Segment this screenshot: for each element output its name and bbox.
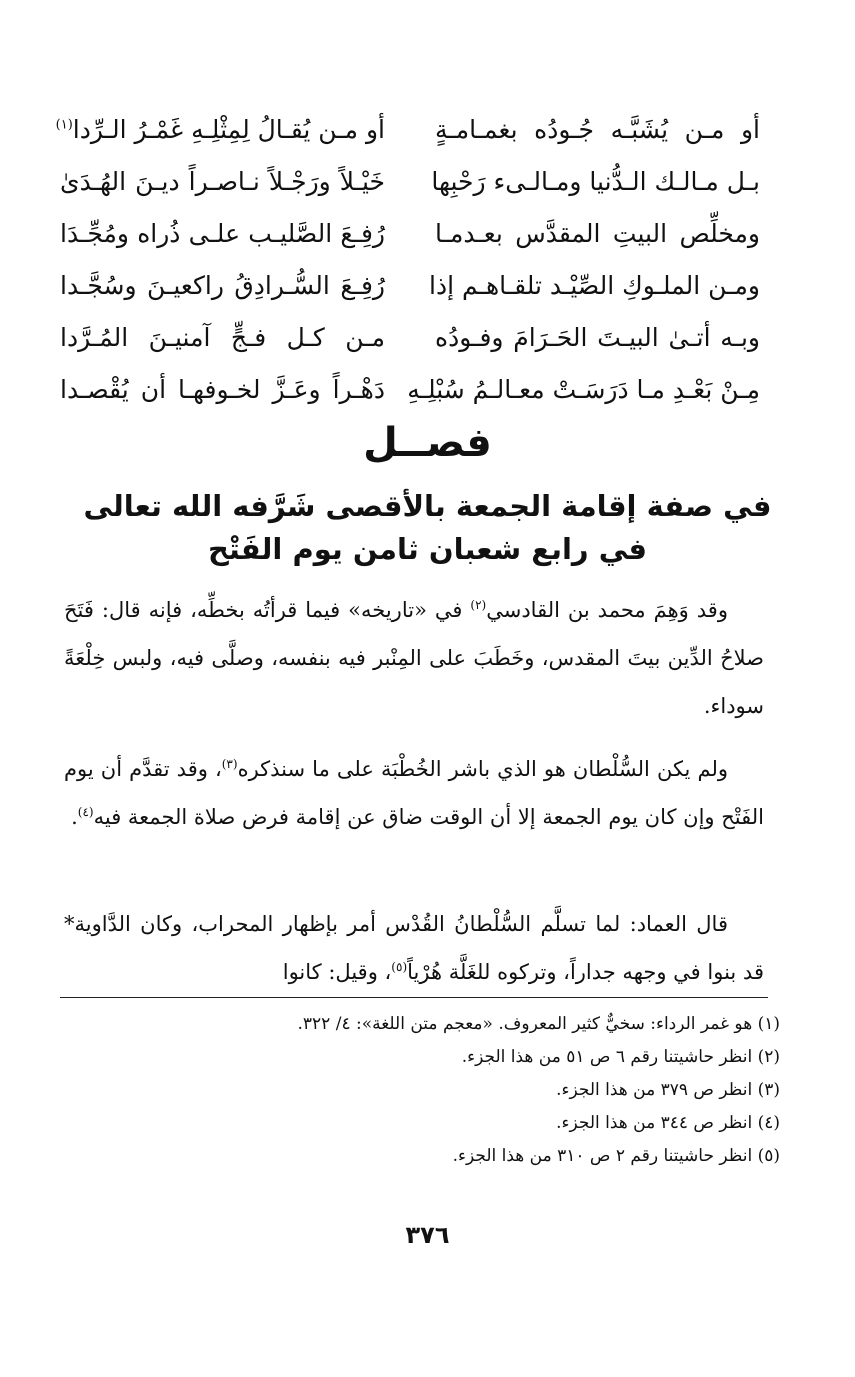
verse-first-hemistich: أو مـن يُشَبَّـه جُـودُه بغمـامـةٍ [435, 115, 760, 144]
footnote-marker: (٢) [470, 598, 487, 612]
paragraph-text: قال العماد: لما تسلَّم السُّلْطانُ القُدْس أمر بإظهار المحراب، وكان الدَّاوية* قد بنوا في وجهه جداراً، وتركوه للغَلَّة هُرْياً [64, 912, 764, 984]
paragraph-text: . [71, 805, 78, 829]
footnote-marker: (٥) [391, 960, 408, 974]
page-number: ٣٧٦ [405, 1221, 450, 1249]
verse-line [60, 160, 760, 212]
verse-line [60, 368, 760, 420]
verse-first-hemistich: ومخلِّص البيتِ المقدَّس بعـدمـا [435, 219, 760, 248]
footnote-item: (١) هو غمر الرداء: سخيٌّ كثير المعروف. «معجم متن اللغة»: ٤/ ٣٢٢. [297, 1014, 780, 1034]
verse-line [55, 108, 760, 160]
footnote-item: (٢) انظر حاشيتنا رقم ٦ ص ٥١ من هذا الجزء. [461, 1047, 780, 1067]
verse-first-hemistich: وبـه أتـىٰ البيـتَ الحَـرَامَ وفـودُه [435, 323, 760, 352]
footnote-marker: (٤) [77, 805, 94, 819]
verse-line [60, 264, 760, 316]
body-paragraph [64, 745, 764, 841]
verse-text: أو مـن يُقـالُ لِمِثْلِـهِ غَمْـرُ الـرِّدا [72, 115, 385, 144]
verse-line [60, 212, 760, 264]
verse-second-hemistich: خَيْـلاً ورَجْـلاً نـاصـراً ديـنَ الهُـدَىٰ [60, 167, 385, 196]
section-subtitle: في صفة إقامة الجمعة بالأقصى شَرَّفه الله تعالى [83, 489, 772, 523]
verse-first-hemistich: مِـنْ بَعْـدِ مـا دَرَسَـتْ معـالـمُ سُبْلِـهِ [407, 375, 760, 404]
verse-line [60, 316, 760, 368]
footnote-marker: (٣) [221, 757, 238, 771]
paragraph-text: ولم يكن السُّلْطان هو الذي باشر الخُطْبَة على ما سنذكره [237, 757, 728, 781]
verse-second-hemistich: دَهْـراً وعَـزَّ لخـوفهـا أن يُقْصـدا [60, 375, 385, 404]
verse-first-hemistich: بـل مـالـك الـدُّنيا ومـالـىء رَحْبِها [431, 167, 760, 196]
paragraph-text: وقد وَهِمَ محمد بن القادسي [486, 598, 728, 622]
verse-first-hemistich: ومـن الملـوكِ الصِّيْـد تلقـاهـم إذا [429, 271, 760, 300]
footnotes [60, 1008, 780, 1173]
section-heading: فصــل [363, 420, 492, 466]
footnote-marker: (١) [55, 117, 73, 133]
poem-verses [55, 108, 760, 420]
verse-second-hemistich: مـن كـل فـجٍّ آمنيـنَ المُـرَّدا [60, 323, 385, 352]
footnote-item: (٥) انظر حاشيتنا رقم ٢ ص ٣١٠ من هذا الجزء. [452, 1146, 780, 1166]
footnote-item: (٣) انظر ص ٣٧٩ من هذا الجزء. [556, 1080, 780, 1100]
verse-second-hemistich [55, 108, 385, 152]
paragraph-text: ، وقد تقدَّم أن يوم الفَتْح وإن كان يوم الجمعة إلا أن الوقت ضاق عن إقامة فرض صلاة الجمعة فيه [64, 757, 764, 829]
verse-second-hemistich: رُفِـعَ السُّـرادِقُ راكعيـنَ وسُجَّـدا [60, 271, 385, 300]
section-subtitle: في رابع شعبان ثامن يوم الفَتْح [207, 532, 648, 566]
body-paragraph [64, 900, 764, 996]
verse-second-hemistich: رُفِـعَ الصَّليـب علـى ذُراه ومُجِّـدَا [60, 219, 385, 248]
footnote-item: (٤) انظر ص ٣٤٤ من هذا الجزء. [556, 1113, 780, 1133]
paragraph-text: في «تاريخه» فيما قرأتُه بخطِّه، فإنه قال: فَتَحَ صلاحُ الدِّين بيتَ المقدس، وخَطَبَ على المِنْبر فيه بنفسه، وصلَّى فيه، ولبس خِلْعَةً سوداء. [64, 598, 764, 718]
paragraph-text: ، وقيل: كانوا [282, 960, 392, 984]
body-paragraph [64, 586, 764, 730]
footnote-divider [60, 997, 768, 998]
